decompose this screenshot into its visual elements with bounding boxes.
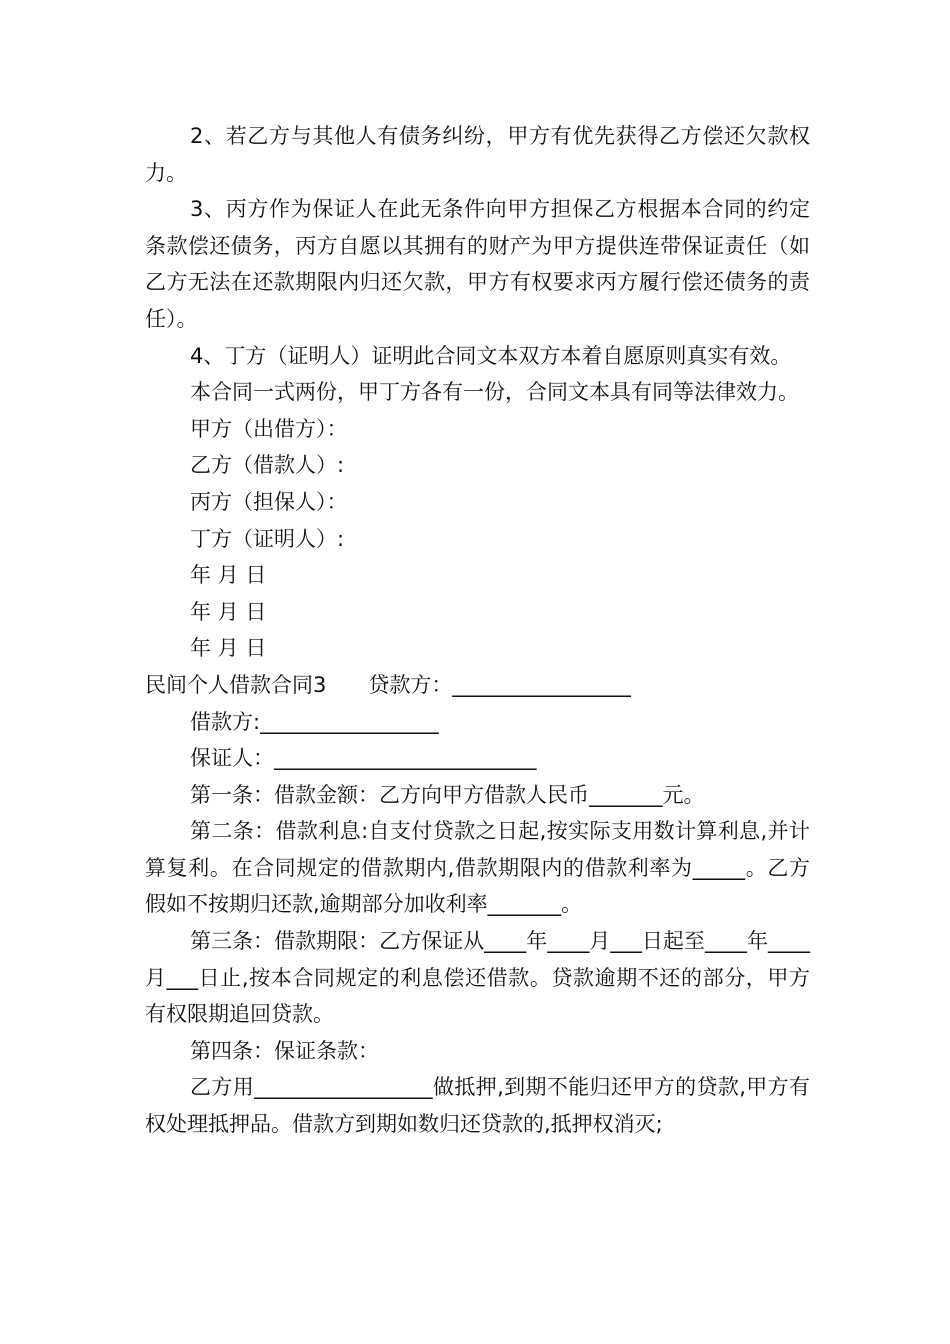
clause-2: 2、若乙方与其他人有债务纠纷，甲方有优先获得乙方偿还欠款权力。 (145, 124, 810, 185)
sig-party-c: 丙方（担保人）： (190, 489, 348, 514)
sig-party-b: 乙方（借款人）: (190, 453, 345, 478)
article-2: 第二条：借款利息:自支付贷款之日起,按实际支用数计算利息,并计算复利。在合同规定的借款期内,借款期限内的借款利率为_____。乙方假如不按期归还款,逾期部分加收利率_______。 (145, 819, 810, 917)
borrower-line: 借款方:_________________ (190, 709, 439, 734)
guarantor-line: 保证人：_________________________ (190, 746, 537, 771)
article-4-body: 乙方用_________________做抵押,到期不能归还甲方的贷款,甲方有权处理抵押品。借款方到期如数归还贷款的,抵押权消灭; (145, 1075, 810, 1137)
contract-3-heading: 民间个人借款合同3 贷款方：_________________ (145, 672, 631, 697)
date-line-3: 年 月 日 (190, 636, 267, 661)
copies-note: 本合同一式两份，甲丁方各有一份，合同文本具有同等法律效力。 (190, 380, 799, 405)
clause-3: 3、丙方作为保证人在此无条件向甲方担保乙方根据本合同的约定条款偿还债务，丙方自愿以其拥有的财产为甲方提供连带保证责任（如乙方无法在还款期限内归还欠款，甲方有权要求丙方履行偿还债务的责任）。 (145, 197, 810, 331)
date-line-2: 年 月 日 (190, 599, 267, 624)
sig-party-a: 甲方（出借方）： (190, 416, 348, 441)
article-3: 第三条：借款期限：乙方保证从____年____月___日起至____年____月___日止,按本合同规定的利息偿还借款。贷款逾期不还的部分，甲方有权限期追回贷款。 (145, 929, 810, 1027)
article-4-title: 第四条：保证条款： (190, 1038, 379, 1063)
article-1: 第一条：借款金额：乙方向甲方借款人民币_______元。 (190, 782, 705, 807)
sig-party-d: 丁方（证明人）: (190, 526, 345, 551)
date-line-1: 年 月 日 (190, 563, 267, 588)
clause-4: 4、丁方（证明人）证明此合同文本双方本着自愿原则真实有效。 (190, 343, 792, 368)
document-body (145, 118, 810, 1143)
